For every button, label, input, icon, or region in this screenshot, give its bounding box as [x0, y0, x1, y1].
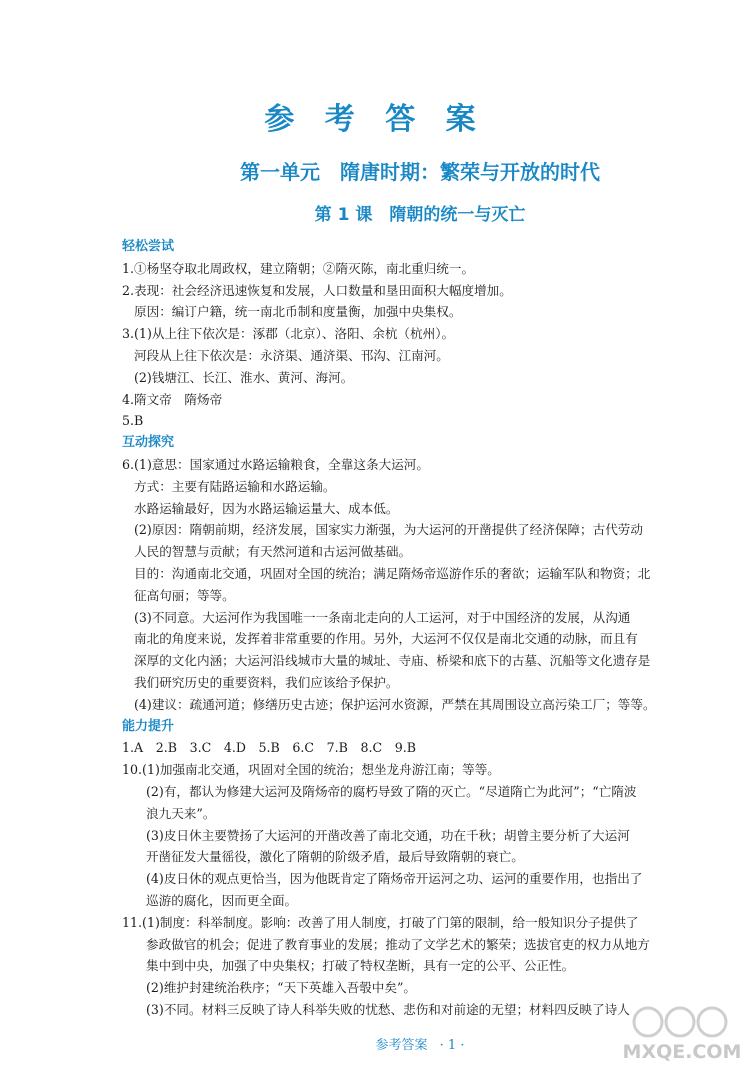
answer-content: [122, 236, 722, 1021]
answer-line: 原因：编订户籍，统一南北币制和度量衡，加强中央集权。: [134, 304, 462, 320]
answer-line: (2)钱塘江、长江、淮水、黄河、海河。: [134, 369, 354, 385]
unit-title: 第一单元 隋唐时期：繁荣与开放的时代: [240, 160, 600, 184]
section-heading: 能力提升: [122, 718, 175, 734]
answer-line: 浪九天来”。: [146, 805, 216, 821]
answer-line: 1.A 2.B 3.C 4.D 5.B 6.C 7.B 8.C 9.B: [122, 740, 417, 756]
answer-line: 集中到中央，加强了中央集权；打破了特权垄断，具有一定的公平、公正性。: [146, 958, 575, 974]
answer-line: 6.(1)意思：国家通过水路运输粮食，全靠这条大运河。: [122, 456, 429, 472]
answer-line: 河段从上往下依次是：永济渠、通济渠、邗沟、江南河。: [134, 347, 449, 363]
answer-line: (4)皮日休的观点更恰当，因为他既肯定了隋炀帝开运河之功、运河的重要作用，也指出了: [146, 871, 643, 887]
answer-line: 11.(1)制度：科举制度。影响：改善了用人制度，打破了门第的限制，给一般知识分子提供了: [122, 914, 639, 930]
answer-line: (2)维护封建统治秩序；“天下英雄入吾彀中矣”。: [146, 980, 416, 996]
page-title: 参 考 答 案: [264, 102, 486, 137]
watermark-logo: [618, 1000, 748, 1066]
section-heading: 轻松尝试: [122, 239, 175, 254]
footer-label: 参考答案: [375, 1038, 428, 1053]
answer-line: (3)不同。材料三反映了诗人科举失败的忧愁、悲伤和对前途的无望；材料四反映了诗人: [146, 1001, 630, 1017]
answer-line: 3.(1)从上往下依次是：涿郡（北京）、洛阳、余杭（杭州）。: [122, 326, 455, 342]
answer-line: (4)建议：疏通河道；修缮历史古迹；保护运河水资源，严禁在其周围设立高污染工厂；等等。: [134, 696, 656, 712]
answer-line: 10.(1)加强南北交通，巩固对全国的统治；想坐龙舟游江南；等等。: [122, 762, 500, 778]
answer-line: 开凿征发大量徭役，激化了隋朝的阶级矛盾，最后导致隋朝的衰亡。: [146, 849, 524, 865]
answer-line: 4.隋文帝 隋炀帝: [122, 391, 223, 407]
answer-line: (2)有，都认为修建大运河及隋炀帝的腐朽导致了隋的灭亡。“尽道隋亡为此河”；“亡隋波: [146, 783, 637, 799]
answer-line: 方式：主要有陆路运输和水路运输。: [134, 478, 336, 494]
answer-line: 南北的角度来说，发挥着非常重要的作用。另外，大运河不仅仅是南北交通的动脉，而且有: [134, 631, 638, 647]
answer-line: 征高句丽；等等。: [134, 587, 235, 603]
answer-line: (2)原因：隋朝前期，经济发展，国家实力渐强，为大运河的开凿提供了经济保障；古代劳动: [134, 522, 643, 538]
page-number: · 1 ·: [439, 1038, 465, 1053]
answer-line: 水路运输最好，因为水路运输运量大、成本低。: [134, 500, 399, 516]
answer-line: (3)不同意。大运河作为我国唯一一条南北走向的人工运河，对于中国经济的发展，从沟通: [134, 609, 631, 625]
answer-line: 人民的智慧与贡献；有天然河道和古运河做基础。: [134, 544, 412, 560]
lesson-title: 第 1 课 隋朝的统一与灭亡: [314, 205, 526, 225]
answer-line: (3)皮日休主要赞扬了大运河的开凿改善了南北交通，功在千秋；胡曾主要分析了大运河: [146, 827, 630, 843]
answer-line: 参政做官的机会；促进了教育事业的发展；推动了文学艺术的繁荣；选拔官吏的权力从地方: [146, 936, 650, 952]
answer-line: 目的：沟通南北交通，巩固对全国的统治；满足隋炀帝巡游作乐的奢欲；运输军队和物资；北: [134, 565, 651, 581]
answer-line: 2.表现：社会经济迅速恢复和发展，人口数量和垦田面积大幅度增加。: [122, 282, 512, 298]
answer-line: 我们研究历史的重要资料，我们应该给予保护。: [134, 674, 399, 690]
answer-line: 深厚的文化内涵；大运河沿线城市大量的城址、寺庙、桥梁和底下的古墓、沉船等文化遗存是: [134, 653, 651, 669]
watermark-text: MXQE.COM: [622, 1041, 742, 1063]
section-heading: 互动探究: [122, 435, 175, 451]
answer-line: 巡游的腐化，因而更全面。: [146, 892, 298, 908]
answer-line: 1.①杨坚夺取北周政权，建立隋朝；②隋灭陈，南北重归统一。: [122, 260, 475, 276]
answer-line: 5.B: [122, 413, 144, 429]
